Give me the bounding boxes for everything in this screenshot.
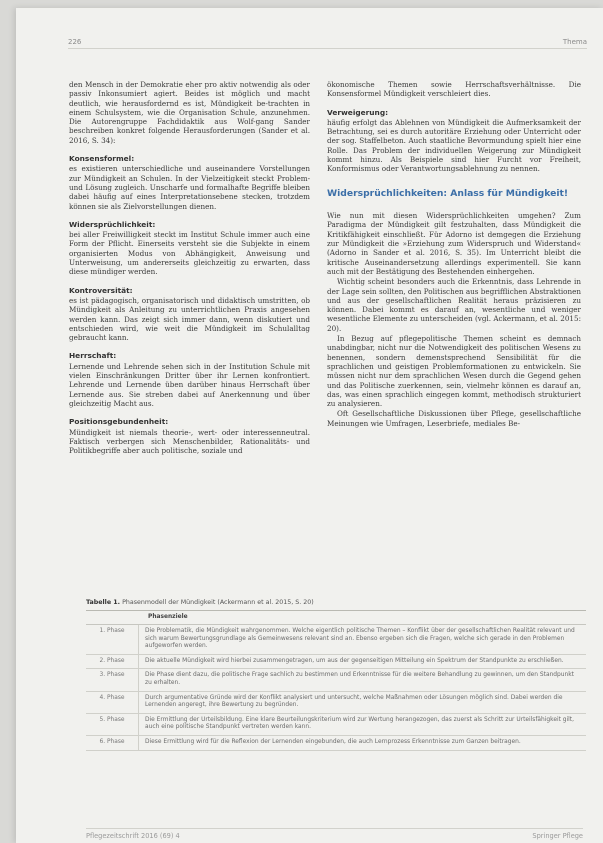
term-widerspruechlichkeit: Widersprüchlichkeit: bbox=[69, 219, 156, 229]
left-column bbox=[69, 80, 310, 456]
footer-journal: Pflegezeitschrift 2016 (69) 4 bbox=[86, 832, 180, 840]
term-herrschaft: Herrschaft: bbox=[69, 351, 117, 361]
table-row bbox=[86, 625, 586, 655]
term-positionsgebundenheit: Positionsgebundenheit: bbox=[69, 417, 169, 427]
table-row bbox=[86, 736, 586, 751]
table-caption-label: Tabelle 1. bbox=[86, 599, 121, 606]
phase-cell: 2. Phase bbox=[99, 657, 125, 664]
table-row bbox=[86, 714, 586, 736]
footer-publisher: Springer Pflege bbox=[532, 832, 583, 840]
table-header-cell: Phasenziele bbox=[148, 613, 188, 620]
document-page bbox=[16, 8, 603, 843]
term-text: es existieren unterschiedliche und auseinandere Vorstellungen zur Mündigkeit an Schulen. In der Vielzeitigkeit steckt Problem- und Lösung zugleich. Unscharfe und formalhafte Begriffe bleiben dabei häufig auf eines Interpretationsebene stecken, trotzdem können sie als Zielvorstellungen dienen. bbox=[69, 164, 310, 211]
table-caption bbox=[86, 599, 586, 606]
description-cell: Durch argumentative Gründe wird der Konflikt analysiert und untersucht, welche Maßnahmen oder Lösungen möglich sind. Dabei werden die Lernenden angeregt, ihre Bewertung zu begründen. bbox=[138, 692, 586, 713]
table-row bbox=[86, 655, 586, 670]
term-text: Mündigkeit ist niemals theorie-, wert- oder interessenneutral. Faktisch verbergen sich Menschenbilder, Rationalitäts- und Politikbegriffe aber auch politische, soziale und bbox=[69, 427, 310, 456]
body-paragraph: In Bezug auf pflegepolitische Themen scheint es demnach unabdingbar, nicht nur die Notwendigkeit des politischen Wesens zu benennen, sondern demenstsprechend Sensibilität für die sprachlichen und geistigen Problemformationen zu entwickeln. Sie müssen nicht nur dem sprachlichen Wesen durch die Gegend gehen und das Politische zuerkennen, sein, vielmehr können es darauf an, das, was einen sprachlich eingegen kommt, methodisch strukturiert zu analysieren. bbox=[327, 334, 581, 409]
term-konsensformel: Konsensformel: bbox=[69, 154, 135, 164]
term-text: Lernende und Lehrende sehen sich in der Institution Schule mit vielen Einschränkungen Dritter über ihr Lernen konfrontiert. Lehrende und Lernende üben darüber hinaus Herrschaft über Lernende aus. Sie streben dabei auf Anerkennung und über gleichzeitig Macht aus. bbox=[69, 361, 310, 408]
description-cell: Die Problematik, die Mündigkeit wahrgenommen. Welche eigentlich politische Themen – Konflikt über der gesellschaftlichen Realität relevant und sich warum Bewertungsgrundlage als Gemeinwesens relevant sind an. Ebenso ergeben sich die Fragen, welche sich gerade in den Problemen aufgeworfen werden. bbox=[138, 625, 586, 654]
body-paragraph: Wichtig scheint besonders auch die Erkenntnis, dass Lehrende in der Lage sein sollten, den Politischen aus begrifflichen Abstraktionen und aus der gesellschaftlichen Realität heraus präzisieren zu können. Dabei kommt es darauf an, wesentliche und weniger wesentliche Elemente zu unterscheiden (vgl. Ackermann, et al. 2015: 20). bbox=[327, 277, 581, 333]
description-cell: Die Phase dient dazu, die politische Frage sachlich zu bestimmen und Erkenntnisse für die weitere Behandlung zu gewinnen, um den Standpunkt zu erhalten. bbox=[138, 669, 586, 690]
right-column bbox=[327, 80, 581, 429]
term-kontroversitaet: Kontroversität: bbox=[69, 285, 133, 295]
description-cell: Diese Ermittlung wird für die Reflexion der Lernenden eingebunden, die auch Lernprozess Erkenntnisse zum Ganzen beitragen. bbox=[138, 736, 586, 750]
page-footer bbox=[86, 828, 583, 840]
running-header bbox=[68, 38, 587, 49]
table-caption-text: Phasenmodell der Mündigkeit (Ackermann et al. 2015, S. 20) bbox=[122, 599, 314, 606]
continuation-paragraph: ökonomische Themen sowie Herrschaftsverhältnisse. Die Konsensformel Mündigkeit verschleiert dies. bbox=[327, 80, 581, 99]
table-row bbox=[86, 692, 586, 714]
term-text: häufig erfolgt das Ablehnen von Mündigkeit die Aufmerksamkeit der Betrachtung, sei es durch autoritäre Erziehung oder Unterricht oder der sog. Staffelbeton. Auch staatliche Bevormundung spielt hier eine Rolle. Das Problem der individuellen Weigerung zur Mündigkeit kommt hinzu. Als Beispiele sind hier Furcht vor Freiheit, Konformismus oder Verantwortungsablehnung zu nennen. bbox=[327, 117, 581, 174]
page-number: 226 bbox=[68, 38, 82, 46]
section-heading: Widersprüchlichkeiten: Anlass für Mündigkeit! bbox=[327, 187, 569, 199]
phase-table bbox=[86, 610, 586, 751]
section-label: Thema bbox=[562, 38, 587, 46]
table-row bbox=[86, 669, 586, 691]
phase-cell: 5. Phase bbox=[99, 716, 125, 723]
phase-cell: 3. Phase bbox=[99, 672, 125, 679]
term-text: es ist pädagogisch, organisatorisch und didaktisch umstritten, ob Mündigkeit als Anleitung zu unterrichtlichen Praxis angesehen werden kann. Das zeigt sich immer dann, wenn diskutiert und entschieden wird, wie weit die Mündigkeit im Schulalltag gebraucht kann. bbox=[69, 295, 310, 343]
phase-cell: 6. Phase bbox=[99, 738, 125, 745]
phase-cell: 1. Phase bbox=[99, 628, 125, 634]
description-cell: Die Ermittlung der Urteilsbildung. Eine klare Beurteilungskriterium wird zur Wertung herangezogen, das zuerst als Schritt zur Urteilsfähigkeit gilt, auch eine politische Standpunkt vertreten werden kann. bbox=[138, 714, 586, 735]
body-paragraph: Oft Gesellschaftliche Diskussionen über Pflege, gesellschaftliche Meinungen wie Umfragen, Leserbriefe, mediales Be- bbox=[327, 409, 581, 428]
intro-paragraph: den Mensch in der Demokratie eher pro aktiv notwendig als oder passiv Inkonsumiert agiert. Beides ist möglich und macht deutlich, wie herausfordernd es ist, Mündigkeit be-trachten in einem Schulsystem, wie die Organisation Schule, anzunehmen. Die Autorengruppe Fachdidaktik aus Wolf-gang Sander beschreiben konkret folgende Herausforderungen (Sander et al. 2016, S. 34): bbox=[69, 80, 310, 145]
description-cell: Die aktuelle Mündigkeit wird hierbei zusammengetragen, um aus der gegenseitigen Mitteilung ein Spektrum der Standpunkte zu erschließen. bbox=[138, 655, 586, 669]
table-header-row bbox=[86, 611, 586, 625]
term-text: bei aller Freiwilligkeit steckt im Institut Schule immer auch eine Form der Pflicht. Einerseits versteht sie die Subjekte in einem organisierten Modus von Abhängigkeit, Anweisung und Unterweisung, um andererseits gleichzeitig zu erwarten, dass diese mündiger werden. bbox=[69, 230, 310, 277]
term-verweigerung: Verweigerung: bbox=[327, 107, 389, 117]
phase-cell: 4. Phase bbox=[99, 694, 125, 701]
body-paragraph: Wie nun mit diesen Widersprüchlichkeiten umgehen? Zum Paradigma der Mündigkeit gilt festzuhalten, dass Mündigkeit die Kritikfähigkeit einschließt. Für Adorno ist demgegen die Erziehung zur Mündigkeit die »Erziehung zum Widerspruch und Widerstand« (Adorno in Sander et al. 2016, S. 35). Im Unterricht bleibt die kritische Auseinandersetzung allerdings experimentell. Sie kann auch mit der Bestätigung des Bestehenden einhergehen. bbox=[327, 211, 581, 276]
